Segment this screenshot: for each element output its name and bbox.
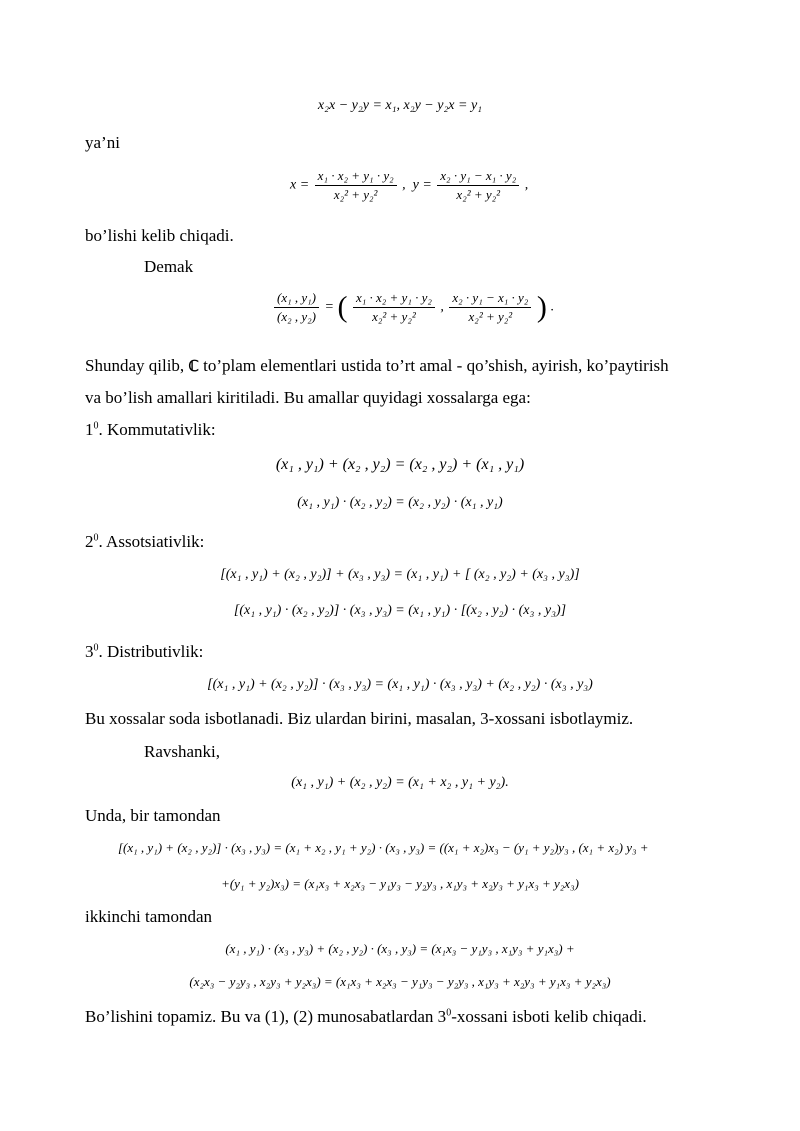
equation-system: x₂x − y₂y = x₁, x₂y − y₂x = y₁	[317, 98, 483, 113]
paragraph-shunday-line1	[85, 356, 669, 376]
equation-associative-product: [(x₁ , y₁) · (x₂ , y₂)] · (x₃ , y₃) = (x₁ , y₁) · [(x₂ , y₂) · (x₃ , y₃)]	[233, 603, 567, 618]
y-denominator: x₂² + y₂²	[456, 187, 501, 202]
text-demak: Demak	[144, 257, 194, 276]
text-bu-xossalar: Bu xossalar soda isbotlanadi. Biz ulardan birini, masalan, 3-xossani isbotlaymiz.	[85, 709, 634, 728]
y-numerator: x₂ · y₁ − x₁ · y₂	[437, 168, 519, 186]
equation-division: $\frac{\text{(x₁ , y₁)}}{\text{(x₂ , y₂)}}$ = ( $\frac{\text{x₁ · x₂ + y₁ · y₂}}{\text{x₂² + y₂²}}$ , $\frac{\text{x₂ · y₁ − x₁ · y₂}}{\text{x₂² + y₂²}}$ ) .	[272, 290, 554, 325]
equation-x-y-solution: x = $\frac{\text{x₁ · x₂ + y₁ · y₂}}{\text{x₂² + y₂²}}$ , y = $\frac{\text{x₂ · y₁ − x₁ · y₂}}{\text{x₂² + y₂²}}$ ,	[290, 168, 529, 202]
equation-sum-definition: (x₁ , y₁) + (x₂ , y₂) = (x₁ + x₂ , y₁ + y₂).	[291, 775, 509, 790]
complex-set-symbol: ℂ	[188, 359, 199, 375]
text-bolishi: bo’lishi kelib chiqadi.	[85, 226, 234, 245]
text-ravshanki: Ravshanki,	[144, 742, 221, 761]
property-3-heading: $3^0$. Distributivlik:	[85, 642, 204, 661]
equation-associative-sum: [(x₁ , y₁) + (x₂ , y₂)] + (x₃ , y₃) = (x₁ , y₁) + [ (x₂ , y₂) + (x₃ , y₃)]	[220, 567, 580, 582]
paragraph-shunday-line2: va bo’lish amallari kiritiladi. Bu amallar quyidagi xossalarga ega:	[85, 388, 531, 407]
text-final-conclusion: Bo’lishini topamiz. Bu va (1), (2) munosabatlardan $3^0$-xossani isboti kelib chiqadi.	[85, 1007, 647, 1026]
text-ikkinchi: ikkinchi tamondan	[85, 907, 213, 926]
equation-proof-left-line1: [(x₁ , y₁) + (x₂ , y₂)] · (x₃ , y₃) = (x₁ + x₂ , y₁ + y₂) · (x₃ , y₃) = ((x₁ + x₂)x₃ − (y₁ + y₂)y₃ , (x₁ + x₂) y₃ +	[118, 840, 649, 855]
equation-commutative-sum: (x₁ , y₁) + (x₂ , y₂) = (x₂ , y₂) + (x₁ , y₁)	[275, 456, 525, 473]
x-numerator: x₁ · x₂ + y₁ · y₂	[315, 168, 397, 186]
division-lhs-denominator: (x₂ , y₂)	[277, 309, 316, 324]
division-rhs-denominator-1: x₂² + y₂²	[372, 309, 416, 324]
x-denominator: x₂² + y₂²	[333, 187, 378, 202]
equation-proof-left-line2: +(y₁ + y₂)x₃) = (x₁x₃ + x₂x₃ − y₁y₃ − y₂y₃ , x₁y₃ + x₂y₃ + y₁x₃ + y₂x₃)	[221, 876, 579, 891]
division-rhs-numerator-2: x₂ · y₁ − x₁ · y₂	[449, 290, 531, 308]
text-unda: Unda, bir tamondan	[85, 806, 221, 825]
equation-proof-right-line2: (x₂x₃ − y₂y₃ , x₂y₃ + y₂x₃) = (x₁x₃ + x₂x₃ − y₁y₃ − y₂y₃ , x₁y₃ + x₂y₃ + y₁x₃ + y₂x₃)	[189, 974, 611, 989]
division-rhs-numerator-1: x₁ · x₂ + y₁ · y₂	[353, 290, 435, 308]
equation-distributive: [(x₁ , y₁) + (x₂ , y₂)] · (x₃ , y₃) = (x₁ , y₁) · (x₃ , y₃) + (x₂ , y₂) · (x₃ , y₃)	[207, 677, 593, 692]
equation-commutative-product: (x₁ , y₁) · (x₂ , y₂) = (x₂ , y₂) · (x₁ , y₁)	[297, 495, 503, 510]
property-2-heading: $2^0$. Assotsiativlik:	[85, 532, 205, 551]
property-1-heading: $1^0$. Kommutativlik:	[85, 420, 216, 439]
division-rhs-denominator-2: x₂² + y₂²	[468, 309, 513, 324]
text-shunday-end: to’plam elementlari ustida to’rt amal - qo’shish, ayirish, ko’paytirish	[203, 356, 669, 375]
division-lhs-numerator: (x₁ , y₁)	[274, 290, 319, 308]
text-yani: ya’ni	[85, 133, 120, 152]
text-shunday-start: Shunday qilib,	[85, 356, 185, 375]
equation-proof-right-line1: (x₁ , y₁) · (x₃ , y₃) + (x₂ , y₂) · (x₃ , y₃) = (x₁x₃ − y₁y₃ , x₁y₃ + y₁x₃) +	[225, 941, 575, 956]
